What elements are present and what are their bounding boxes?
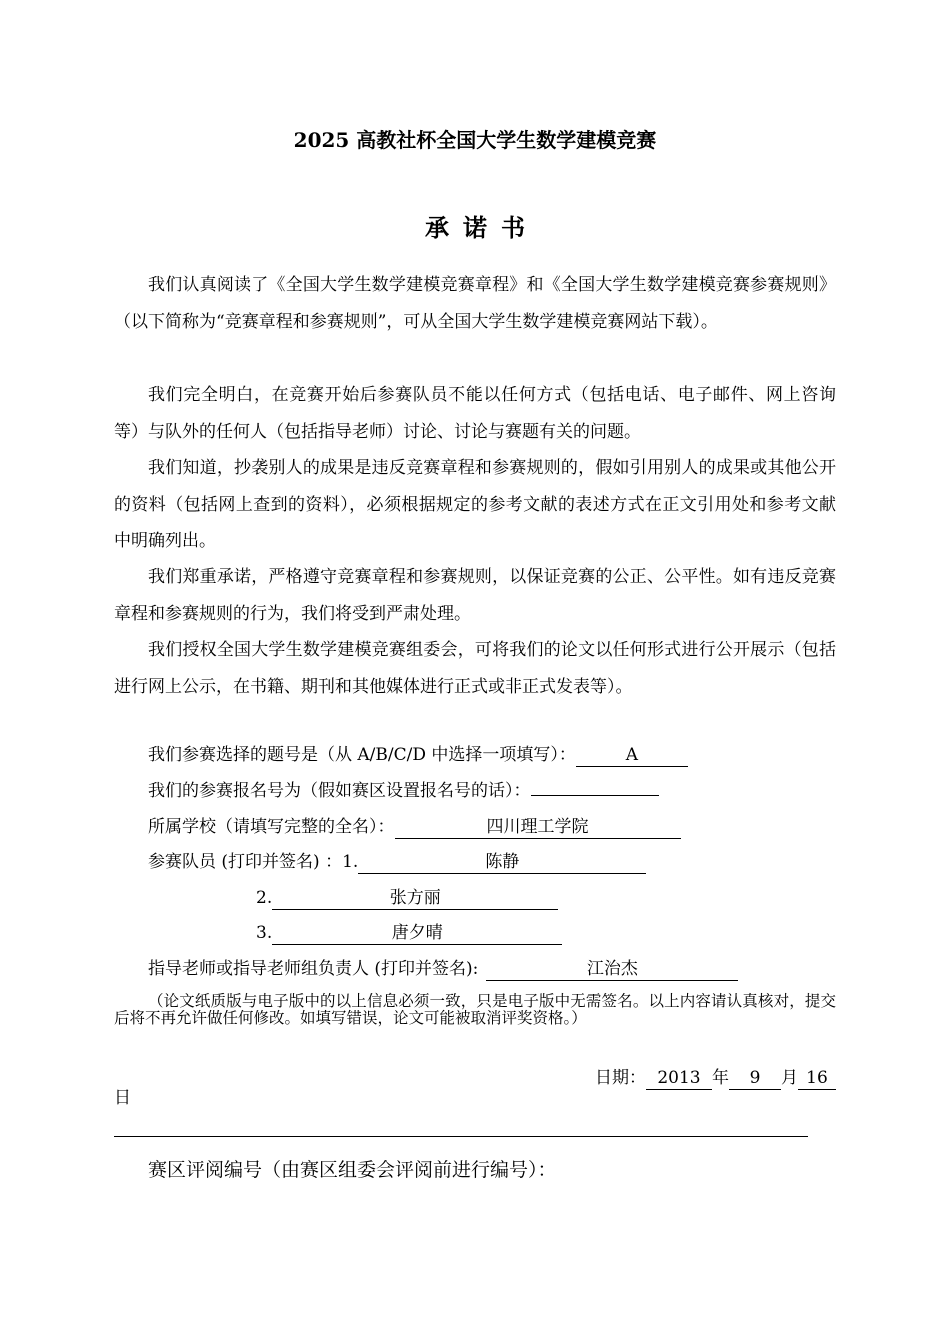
member-name-field-1[interactable]: 陈静 bbox=[358, 851, 646, 874]
contest-title: 2025 高教社杯全国大学生数学建模竞赛 bbox=[293, 128, 657, 152]
date-year-field[interactable]: 2013 bbox=[646, 1067, 712, 1090]
problem-choice-field[interactable]: A bbox=[576, 744, 688, 767]
registration-number-row bbox=[148, 779, 659, 803]
advisor-field[interactable]: 江治杰 bbox=[486, 958, 738, 981]
advisor-row bbox=[148, 957, 738, 981]
date-label: 日期： bbox=[595, 1068, 646, 1088]
members-label: 参赛队员 (打印并签名) ： bbox=[148, 852, 343, 872]
registration-number-label: 我们的参赛报名号为（假如赛区设置报名号的话）： bbox=[148, 781, 531, 801]
member-number-3: 3. bbox=[256, 923, 273, 943]
member-row-1 bbox=[148, 850, 646, 874]
problem-choice-row bbox=[148, 743, 688, 767]
registration-number-field[interactable] bbox=[531, 795, 659, 796]
date-day-field[interactable]: 16 bbox=[798, 1067, 836, 1090]
member-number-1: 1. bbox=[342, 852, 359, 872]
review-number-label: 赛区评阅编号（由赛区组委会评阅前进行编号）： bbox=[148, 1159, 557, 1181]
commitment-paragraph-4: 我们郑重承诺，严格遵守竞赛章程和参赛规则，以保证竞赛的公正、公平性。如有违反竞赛章程和参赛规则的行为，我们将受到严肃处理。 bbox=[114, 567, 836, 624]
member-number-2: 2. bbox=[256, 888, 273, 908]
member-name-field-2[interactable]: 张方丽 bbox=[272, 887, 558, 910]
school-row bbox=[148, 815, 681, 839]
document-title: 承诺书 bbox=[425, 213, 539, 242]
member-name-field-3[interactable]: 唐夕晴 bbox=[272, 922, 562, 945]
commitment-paragraph-1: 我们认真阅读了《全国大学生数学建模竞赛章程》和《全国大学生数学建模竞赛参赛规则》（以下简称为“竞赛章程和参赛规则”，可从全国大学生数学建模竞赛网站下载）。 bbox=[114, 275, 836, 332]
problem-choice-label: 我们参赛选择的题号是（从 A/B/C/D 中选择一项填写）： bbox=[148, 745, 576, 765]
member-row-2 bbox=[256, 886, 558, 910]
school-field[interactable]: 四川理工学院 bbox=[395, 816, 681, 839]
date-year-unit: 年 bbox=[712, 1068, 729, 1088]
commitment-paragraph-3: 我们知道，抄袭别人的成果是违反竞赛章程和参赛规则的，假如引用别人的成果或其他公开的资料（包括网上查到的资料），必须根据规定的参考文献的表述方式在正文引用处和参考文献中明确列出。 bbox=[114, 458, 836, 551]
date-month-field[interactable]: 9 bbox=[729, 1067, 781, 1090]
date-day-unit: 日 bbox=[114, 1088, 131, 1108]
member-row-3 bbox=[256, 921, 562, 945]
date-row bbox=[114, 1067, 836, 1090]
commitment-paragraph-2: 我们完全明白，在竞赛开始后参赛队员不能以任何方式（包括电话、电子邮件、网上咨询等）与队外的任何人（包括指导老师）讨论、讨论与赛题有关的问题。 bbox=[114, 385, 836, 442]
date-month-unit: 月 bbox=[781, 1068, 798, 1088]
school-label: 所属学校（请填写完整的全名）： bbox=[148, 817, 395, 837]
commitment-paragraph-5: 我们授权全国大学生数学建模竞赛组委会，可将我们的论文以任何形式进行公开展示（包括进行网上公示，在书籍、期刊和其他媒体进行正式或非正式发表等）。 bbox=[114, 640, 836, 697]
information-note: （论文纸质版与电子版中的以上信息必须一致，只是电子版中无需签名。以上内容请认真核对，提交后将不再允许做任何修改。如填写错误，论文可能被取消评奖资格。） bbox=[114, 992, 836, 1027]
advisor-label: 指导老师或指导老师组负责人 (打印并签名): bbox=[148, 959, 479, 979]
section-divider bbox=[114, 1136, 808, 1137]
